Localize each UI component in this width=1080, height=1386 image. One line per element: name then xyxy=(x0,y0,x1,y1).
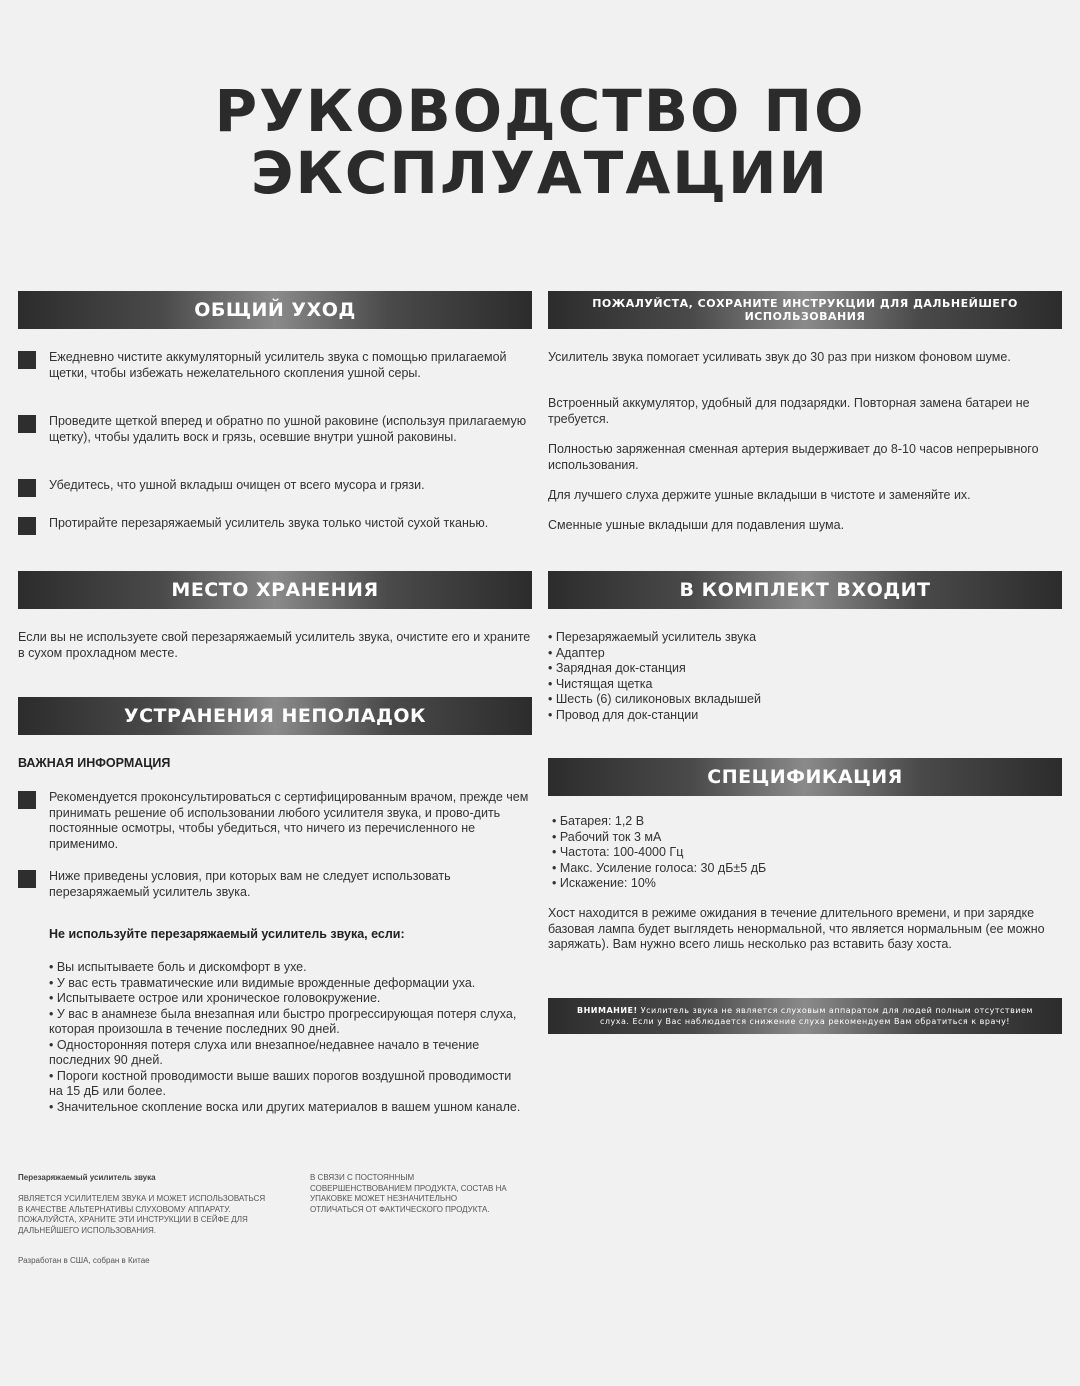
package-item: • Шесть (6) силиконовых вкладышей xyxy=(548,692,761,706)
package-item: • Зарядная док-станция xyxy=(548,661,686,675)
condition-item: • Значительное скопление воска или других материалов в вашем ушном канале. xyxy=(49,1099,521,1114)
specs-heading: СПЕЦИФИКАЦИЯ xyxy=(548,758,1062,796)
spec-item: • Искажение: 10% xyxy=(552,876,656,890)
instruction-paragraph: Усилитель звука помогает усиливать звук до 30 раз при низком фоновом шуме. xyxy=(548,350,1011,364)
specs-section xyxy=(548,758,1062,796)
condition-item: • Пороги костной проводимости выше ваших порогов воздушной проводимости на 15 дБ или более. xyxy=(49,1068,512,1098)
square-bullet-icon xyxy=(18,517,36,535)
package-heading: В КОМПЛЕКТ ВХОДИТ xyxy=(548,571,1062,609)
general-care-text: Ежедневно чистите аккумуляторный усилитель звука с помощью прилагаемой щетки, чтобы избежать нежелательного скопления ушной серы. xyxy=(49,350,507,380)
warning-text: Усилитель звука не является слуховым аппаратом для людей полным отсутствием слуха. Если у Вас наблюдается снижение слуха рекомендуем Вам обратиться к врачу! xyxy=(599,1006,1033,1026)
troubleshooting-heading: УСТРАНЕНИЯ НЕПОЛАДОК xyxy=(18,697,532,735)
troubleshooting-item xyxy=(18,790,532,852)
footer-right-text: В СВЯЗИ С ПОСТОЯННЫМ СОВЕРШЕНСТВОВАНИЕМ ПРОДУКТА, СОСТАВ НА УПАКОВКЕ МОЖЕТ НЕЗНАЧИТЕЛЬНО ОТЛИЧАТЬСЯ ОТ ФАКТИЧЕСКОГО ПРОДУКТА. xyxy=(310,1173,507,1214)
condition-item: • Односторонняя потеря слуха или внезапное/недавнее начало в течение последних 90 дней. xyxy=(49,1037,480,1067)
instruction-paragraph: Сменные ушные вкладыши для подавления шума. xyxy=(548,518,845,532)
condition-item: • Испытываете острое или хроническое головокружение. xyxy=(49,991,381,1005)
spec-item: • Рабочий ток 3 мА xyxy=(552,829,662,844)
spec-item: • Батарея: 1,2 В xyxy=(552,814,645,828)
conditions-list xyxy=(49,960,524,1115)
troubleshooting-item xyxy=(18,869,532,900)
footer-left-text: ЯВЛЯЕТСЯ УСИЛИТЕЛЕМ ЗВУКА И МОЖЕТ ИСПОЛЬЗОВАТЬСЯ В КАЧЕСТВЕ АЛЬТЕРНАТИВЫ СЛУХОВОМУ АППАРАТУ. ПОЖАЛУЙСТА, ХРАНИТЕ ЭТИ ИНСТРУКЦИИ В СЕЙФЕ ДЛЯ ДАЛЬНЕЙШЕГО ИСПОЛЬЗОВАНИЯ. xyxy=(18,1194,266,1235)
troubleshooting-text: Ниже приведены условия, при которых вам не следует использовать перезаряжаемый усилитель звука. xyxy=(49,869,451,899)
package-item: • Адаптер xyxy=(548,645,605,660)
storage-text: Если вы не используете свой перезаряжаемый усилитель звука, очистите его и храните в сухом прохладном месте. xyxy=(18,630,531,660)
footer-made-in: Разработан в США, собран в Китае xyxy=(18,1256,150,1265)
package-item: • Перезаряжаемый усилитель звука xyxy=(548,630,757,644)
package-section xyxy=(548,571,1062,609)
save-instructions-heading: ПОЖАЛУЙСТА, СОХРАНИТЕ ИНСТРУКЦИИ ДЛЯ ДАЛЬНЕЙШЕГО ИСПОЛЬЗОВАНИЯ xyxy=(548,291,1062,329)
title-line-2: ЭКСПЛУАТАЦИИ xyxy=(250,139,830,207)
page-title xyxy=(0,77,1080,207)
general-care-item xyxy=(18,350,532,381)
important-info-heading: ВАЖНАЯ ИНФОРМАЦИЯ xyxy=(18,756,171,770)
specs-list xyxy=(552,814,1052,892)
condition-item: • У вас в анамнезе была внезапная или быстро прогрессирующая потеря слуха, которая произошла в течение последних 90 дней. xyxy=(49,1006,517,1036)
troubleshooting-text: Рекомендуется проконсультироваться с сертифицированным врачом, прежде чем принимать решение об использовании любого усилителя звука, и прово-дить постоянные осмотры, чтобы убедиться, что ничего из перечисленного не применимо. xyxy=(49,790,529,851)
title-line-1: РУКОВОДСТВО ПО xyxy=(214,77,866,145)
condition-item: • Вы испытываете боль и дискомфорт в ухе. xyxy=(49,960,307,974)
package-item: • Чистящая щетка xyxy=(548,676,653,691)
save-instructions-section xyxy=(548,291,1062,329)
general-care-text: Убедитесь, что ушной вкладыш очищен от всего мусора и грязи. xyxy=(49,478,425,492)
warning-bar xyxy=(548,998,1062,1034)
storage-heading: МЕСТО ХРАНЕНИЯ xyxy=(18,571,532,609)
package-item: • Провод для док-станции xyxy=(548,707,699,722)
warning-label: ВНИМАНИЕ! xyxy=(577,1006,638,1015)
warning-section xyxy=(548,998,1062,1034)
instruction-paragraph: Встроенный аккумулятор, удобный для подзарядки. Повторная замена батареи не требуется. xyxy=(548,396,1030,426)
instruction-paragraph: Полностью заряженная сменная артерия выдерживает до 8-10 часов непрерывного использования. xyxy=(548,442,1039,472)
general-care-item xyxy=(18,478,532,497)
general-care-section xyxy=(18,291,532,329)
square-bullet-icon xyxy=(18,870,36,888)
square-bullet-icon xyxy=(18,791,36,809)
square-bullet-icon xyxy=(18,415,36,433)
do-not-use-heading: Не используйте перезаряжаемый усилитель звука, если: xyxy=(49,927,405,941)
general-care-heading: ОБЩИЙ УХОД xyxy=(18,291,532,329)
general-care-item xyxy=(18,516,532,535)
condition-item: • У вас есть травматические или видимые врожденные деформации уха. xyxy=(49,975,476,990)
specs-paragraph: Хост находится в режиме ожидания в течение длительного времени, и при зарядке базовая лампа будет выглядеть ненормальной, что является нормальным (ее можно заряжать). Вам нужно всего лишь несколько раз вставить базу хоста. xyxy=(548,906,1045,951)
general-care-text: Проведите щеткой вперед и обратно по ушной раковине (используя прилагаемую щетку), чтобы удалить воск и грязь, осевшие внутри ушной раковины. xyxy=(49,414,527,444)
square-bullet-icon xyxy=(18,351,36,369)
storage-section xyxy=(18,571,532,609)
spec-item: • Макс. Усиление голоса: 30 дБ±5 дБ xyxy=(552,860,767,875)
package-list xyxy=(548,630,1062,723)
square-bullet-icon xyxy=(18,479,36,497)
spec-item: • Частота: 100-4000 Гц xyxy=(552,845,684,859)
general-care-item xyxy=(18,414,532,445)
troubleshooting-section xyxy=(18,697,532,735)
general-care-text: Протирайте перезаряжаемый усилитель звука только чистой сухой тканью. xyxy=(49,516,489,530)
footer-product-title: Перезаряжаемый усилитель звука xyxy=(18,1173,156,1182)
instruction-paragraph: Для лучшего слуха держите ушные вкладыши в чистоте и заменяйте их. xyxy=(548,488,971,502)
